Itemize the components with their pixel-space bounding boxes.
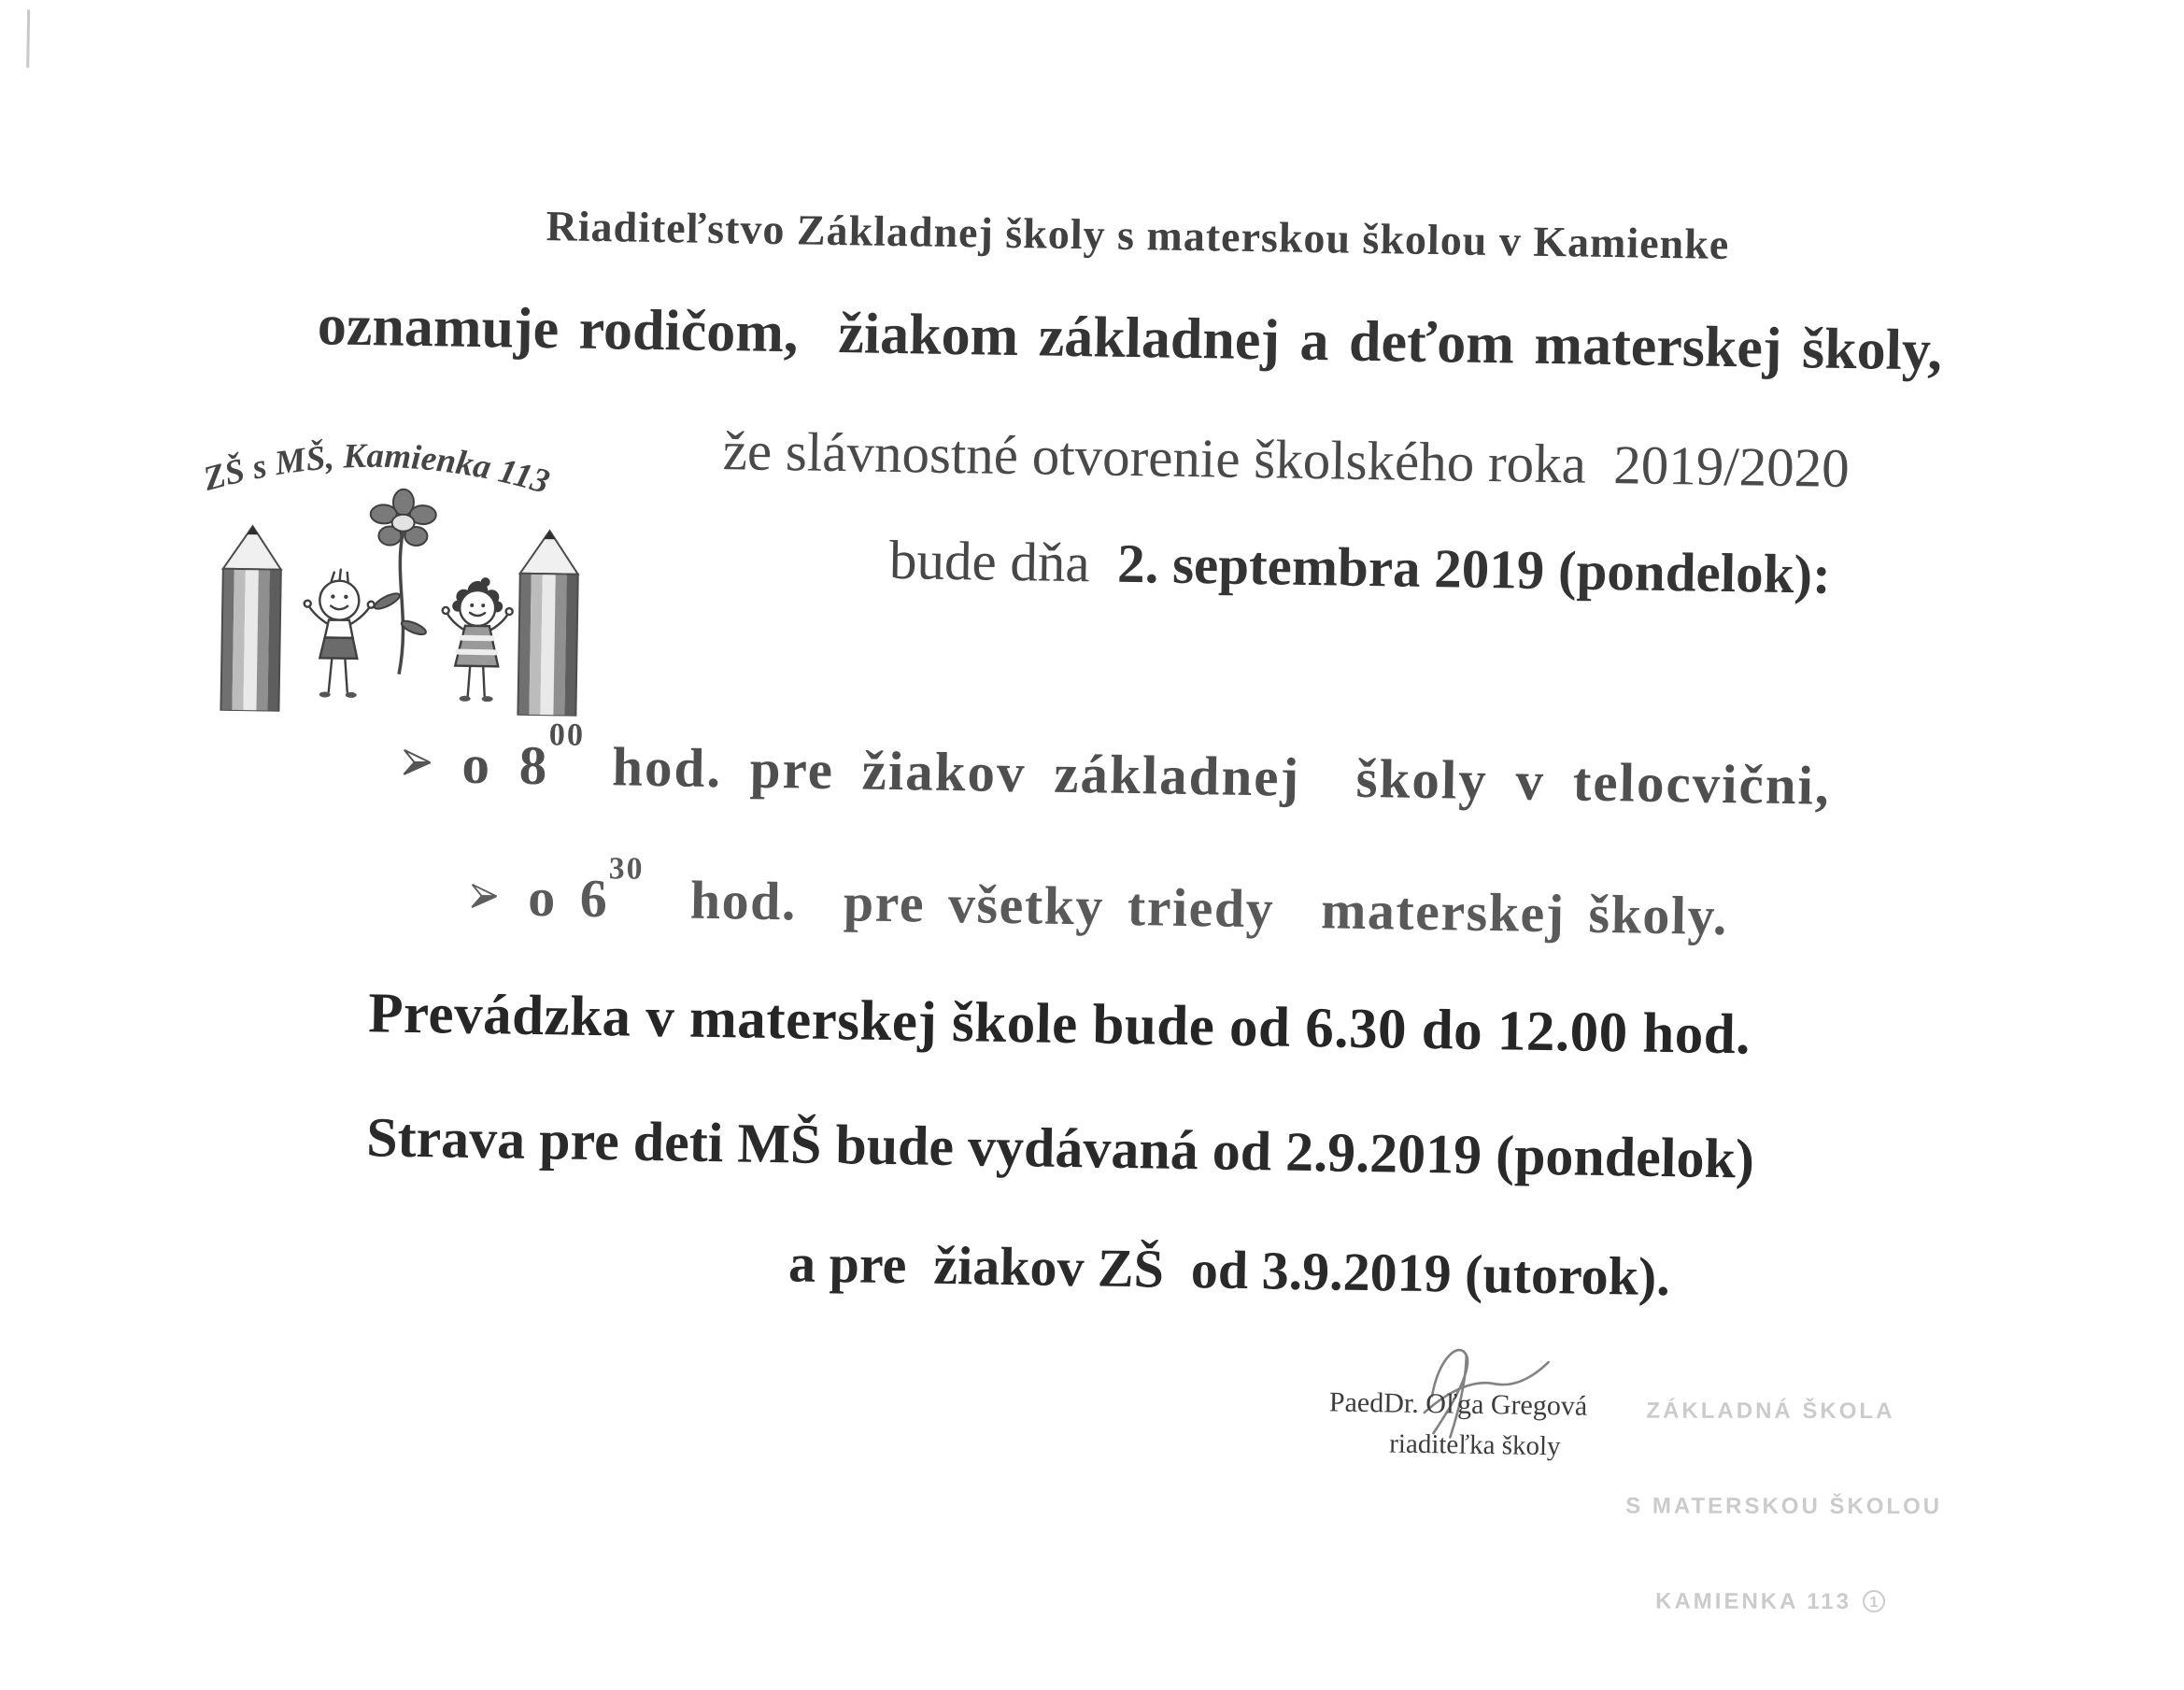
school-stamp [1625,1332,1943,1683]
stamp-address: KAMIENKA 113 [1655,1588,1852,1615]
info-meals-zs: a pre žiakov ZŠ od 3.9.2019 (utorok). [787,1232,1671,1308]
arrow-bullet-icon [470,859,501,922]
school-logo [192,430,608,717]
schedule-time-superscript: 00 [548,717,586,753]
signature-title: riaditeľka školy [1389,1428,1561,1462]
schedule-text: hod. pre všetky triedy materskej školy. [643,868,1729,947]
scan-artifact [26,9,30,67]
schedule-time: o 6 [527,866,609,930]
info-meals-ms: Strava pre deti MŠ bude vydávaná od 2.9.2019 (pondelok) [365,1106,1755,1190]
pencil-icon [220,526,281,712]
boy-figure-icon [303,569,375,698]
stamp-line-3 [1625,1586,1915,1619]
notice-opening-line: že slávnostné otvorenie školského roka 2019/2020 [722,419,1851,500]
flower-icon [368,489,436,675]
logo-arc-text: ZŠ s MŠ, Kamienka 113 [199,436,554,502]
stamp-line-1: ZÁKLADNÁ ŠKOLA [1646,1398,1895,1425]
schedule-time: o 8 [461,732,549,797]
date-line-prefix: bude dňa [888,528,1118,594]
schedule-item-zs [402,717,1832,818]
stamp-line-2: S MATERSKOU ŠKOLOU [1625,1493,1943,1520]
svg-text:ZŠ s MŠ, Kamienka 113 [198,434,554,504]
schedule-item-ms [470,851,1729,947]
notice-date-line [889,528,1832,607]
notice-heading: Riaditeľstvo Základnej školy s materskou školou v Kamienke [546,202,1730,269]
pencil-icon [518,531,578,717]
arrow-bullet-icon [402,726,434,791]
date-line-emphasis: 2. septembra 2019 (pondelok): [1116,532,1832,605]
info-operating-hours: Prevádzka v materskej škole bude od 6.30 do 12.00 hod. [367,982,1751,1067]
schedule-text: hod. pre žiakov základnej školy v telocvični, [584,734,1832,817]
notice-subheading: oznamuje rodičom, žiakom základnej a deťom materskej školy, [317,293,1943,383]
signature-name: PaedDr. Oľga Gregová [1328,1386,1588,1422]
signature-scrawl [1396,1323,1556,1442]
stamp-circled-number: 1 [1863,1590,1885,1612]
girl-figure-icon [441,576,513,702]
schedule-time-superscript: 30 [608,851,645,887]
